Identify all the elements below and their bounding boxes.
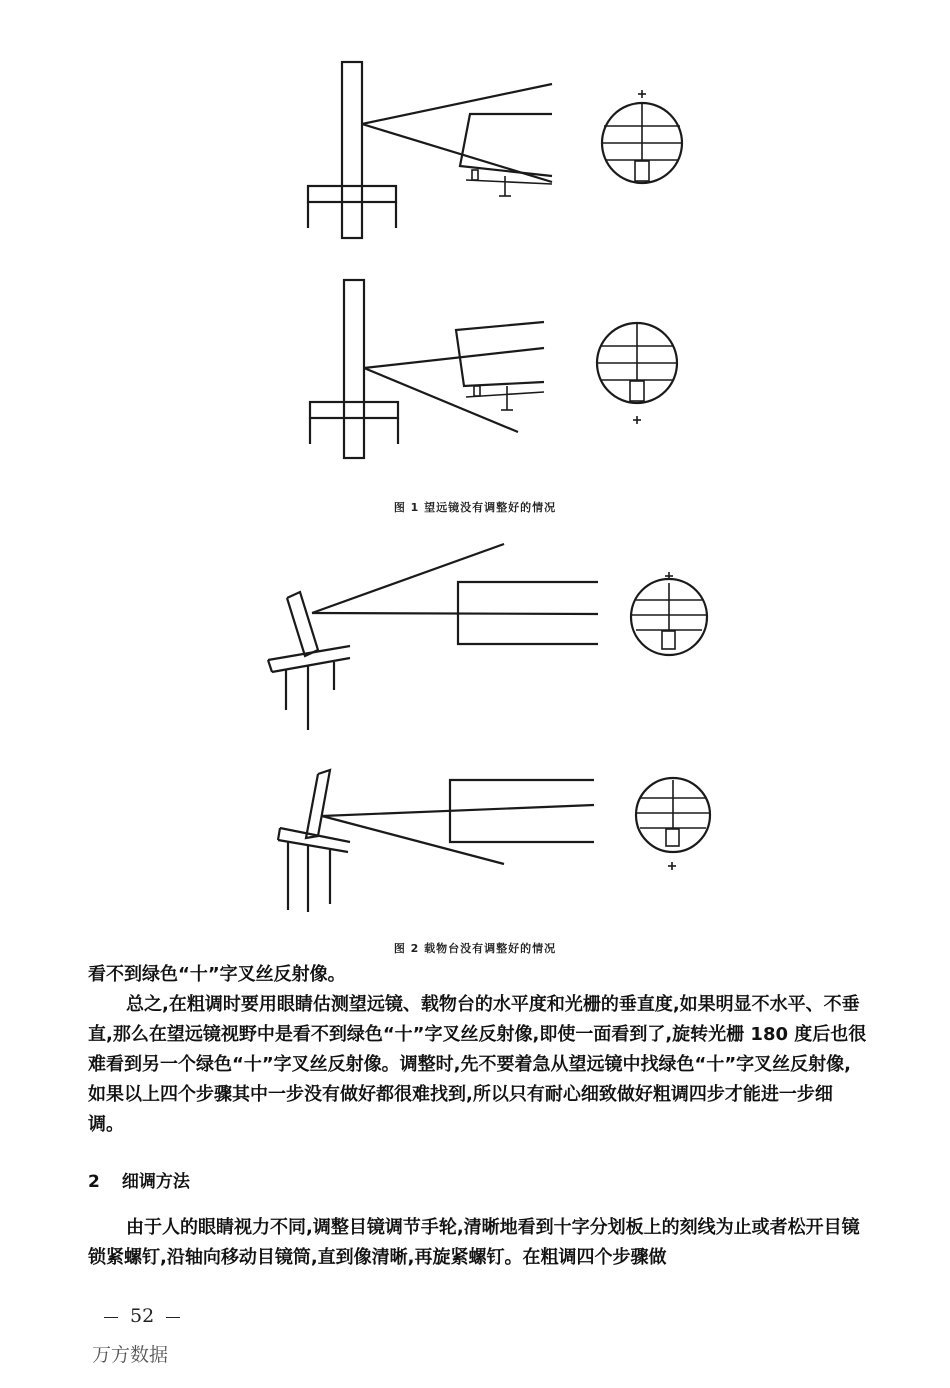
grating-tilted xyxy=(287,592,318,656)
figure1-reticle-b xyxy=(597,323,677,424)
light-ray-upper xyxy=(322,805,594,816)
stage-plate-top xyxy=(268,646,350,660)
light-ray-upper xyxy=(312,544,504,613)
figure2-diagram-b xyxy=(278,770,594,912)
light-ray-lower xyxy=(364,368,518,432)
page-number-value: 52 xyxy=(130,1305,155,1327)
paragraph-continuation: 看不到绿色“十”字叉丝反射像。 xyxy=(88,964,346,985)
reticle-window xyxy=(635,161,649,181)
section-number: 2 xyxy=(88,1172,100,1192)
light-ray-lower xyxy=(312,613,598,614)
stage-plate-left xyxy=(268,660,272,672)
figure1-reticle-a xyxy=(602,90,682,183)
stage-plate xyxy=(310,402,398,418)
grating-tilted xyxy=(306,770,330,838)
telescope-support xyxy=(474,386,480,396)
telescope-tube xyxy=(456,322,544,386)
paragraph-fine-adjust: 由于人的眼睛视力不同,调整目镜调节手轮,清晰地看到十字分划板上的刻线为止或者松开目镜锁紧螺钉,沿轴向移动目镜筒,直到像清晰,再旋紧螺钉。在粗调四个步骤做 xyxy=(88,1217,860,1268)
light-ray-lower xyxy=(322,816,504,864)
telescope-support xyxy=(472,170,478,180)
reticle-window xyxy=(630,381,644,401)
figure2-reticle-a xyxy=(631,572,707,655)
figure1-diagram-b xyxy=(310,280,544,458)
grating-post xyxy=(344,280,364,458)
grating-post xyxy=(342,62,362,238)
stage-plate-bottom xyxy=(272,658,350,672)
stage-plate-left xyxy=(278,828,280,840)
telescope-tube xyxy=(460,114,552,176)
stage-plate-top xyxy=(280,828,350,842)
figure2-caption: 图 2 载物台没有调整好的情况 xyxy=(393,942,557,955)
figure2-reticle-b xyxy=(636,778,710,870)
section-heading xyxy=(88,1167,190,1192)
light-ray-upper xyxy=(364,348,544,368)
telescope-base xyxy=(466,392,544,397)
reticle-window xyxy=(666,829,679,846)
source-watermark: 万方数据 xyxy=(92,1344,169,1366)
paragraph-summary: 总之,在粗调时要用眼睛估测望远镜、载物台的水平度和光栅的垂直度,如果明显不水平、不垂直,那么在望远镜视野中是看不到绿色“十”字叉丝反射像,即使一面看到了,旋转光栅 180 度后也很难看到另一个绿色“十”字叉丝反射像。调整时,先不要着急从望远镜中找绿色“十”字叉丝反射像,如果以上四个步骤其中一步没有做好都很难找到,所以只有耐心细致做好粗调四步才能进一步细调。 xyxy=(88,994,867,1135)
figure2-diagram-a xyxy=(268,544,598,730)
page-number xyxy=(92,1305,192,1327)
page-number-dash-right xyxy=(166,1317,180,1318)
telescope-base xyxy=(466,180,552,184)
light-ray-upper xyxy=(362,84,552,124)
reticle-window xyxy=(662,631,675,649)
section-title: 细调方法 xyxy=(121,1172,190,1192)
stage-plate xyxy=(308,186,396,202)
page-number-dash-left xyxy=(104,1317,118,1318)
figure1-diagram-a xyxy=(308,62,552,238)
figure1-caption: 图 1 望远镜没有调整好的情况 xyxy=(393,501,557,514)
